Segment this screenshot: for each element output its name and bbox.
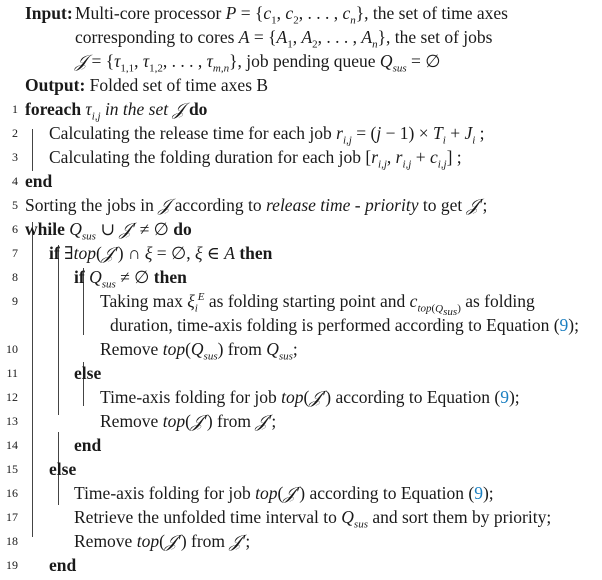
line-number: 15 (6, 462, 18, 476)
algo-line-19: end (49, 555, 77, 575)
line-number: 9 (12, 294, 18, 308)
input-line-2: corresponding to cores $A = \{A_1$, $A_2$, . . . , $A_n$}, the set of jobs (75, 27, 493, 51)
if-outer-block-bar (58, 245, 59, 415)
line-number: 1 (12, 102, 18, 116)
algo-line-10: Remove $top(Q_{sus})$ from $Q_{sus}$; (100, 339, 298, 363)
input-label: Input: (25, 3, 73, 23)
input-line-1: Multi-core processor $P = \{c_1$, $c_2$, . . . , $c_n$}, the set of time axes (75, 3, 508, 27)
while-block-bar (32, 222, 33, 537)
line-number: 17 (6, 510, 18, 524)
line-number: 5 (12, 198, 18, 212)
algo-line-17: Retrieve the unfolded time interval to $Q_{sus}$ and sort them by priority; (74, 507, 552, 531)
algo-line-4: end (25, 171, 53, 191)
line-number: 18 (6, 534, 18, 548)
algo-line-16: Time-axis folding for job top(𝒥′) according to Equation (9); (74, 483, 494, 503)
algo-line-1: foreach $\tau_{i,j}$ in the set 𝒥 do (25, 99, 208, 123)
equation-ref-link[interactable]: 9 (500, 387, 509, 407)
algo-line-3: Calculating the folding duration for each job [$r_{i,j}$, $r_{i,j} + c_{i,j}$] ; (49, 147, 462, 171)
line-number: 14 (6, 438, 18, 452)
input-label-line (25, 2, 73, 24)
algo-line-14: end (74, 435, 102, 455)
algo-line-13: Remove top(𝒥′) from 𝒥′; (100, 411, 277, 431)
algo-line-2: Calculating the release time for each job $r_{i,j} = (j - 1) \times T_i + J_i$ ; (49, 123, 485, 147)
foreach-block-bar (32, 129, 33, 171)
output-label: Output: (25, 75, 86, 95)
algo-line-6: while $Q_{sus}$ ∪ 𝒥′ ≠ ∅ do (25, 219, 192, 243)
output-line (25, 74, 268, 96)
equation-ref-link[interactable]: 9 (474, 483, 483, 503)
line-number: 11 (6, 366, 18, 380)
line-number: 4 (12, 174, 18, 188)
line-number: 6 (12, 222, 18, 236)
algo-line-12: Time-axis folding for job top(𝒥′) according to Equation (9); (100, 387, 520, 407)
algo-line-7: if ∃top(𝒥′) ∩ ξ = ∅, ξ ∈ A then (49, 243, 273, 263)
line-number: 3 (12, 150, 18, 164)
algo-line-18: Remove top(𝒥′) from 𝒥′; (74, 531, 251, 551)
line-number: 10 (6, 342, 18, 356)
algo-line-11: else (74, 363, 102, 383)
line-number: 16 (6, 486, 18, 500)
algo-line-15: else (49, 459, 77, 479)
algo-line-5: Sorting the jobs in 𝒥 according to release time - priority to get 𝒥′; (25, 195, 488, 215)
line-number: 19 (6, 558, 18, 572)
algo-line-8: if $Q_{sus}$ ≠ ∅ then (74, 267, 187, 291)
input-line-3: 𝒥 = {$\tau_{1,1}$, $\tau_{1,2}$, . . . , $\tau_{m,n}$}, job pending queue $Q_{sus}$ = ∅ (75, 51, 441, 75)
algo-line-9: Taking $\max \xi_i^E$ as folding starting point and $c_{top(Q_{sus})}$ as folding (100, 291, 535, 318)
line-number: 7 (12, 246, 18, 260)
line-number: 12 (6, 390, 18, 404)
line-number: 2 (12, 126, 18, 140)
line-number: 13 (6, 414, 18, 428)
output-text: Folded set of time axes B (89, 75, 269, 95)
equation-ref-link[interactable]: 9 (559, 315, 569, 335)
algo-line-9-cont: duration, time-axis folding is performed according to Equation (9); (110, 315, 579, 335)
line-number: 8 (12, 270, 18, 284)
